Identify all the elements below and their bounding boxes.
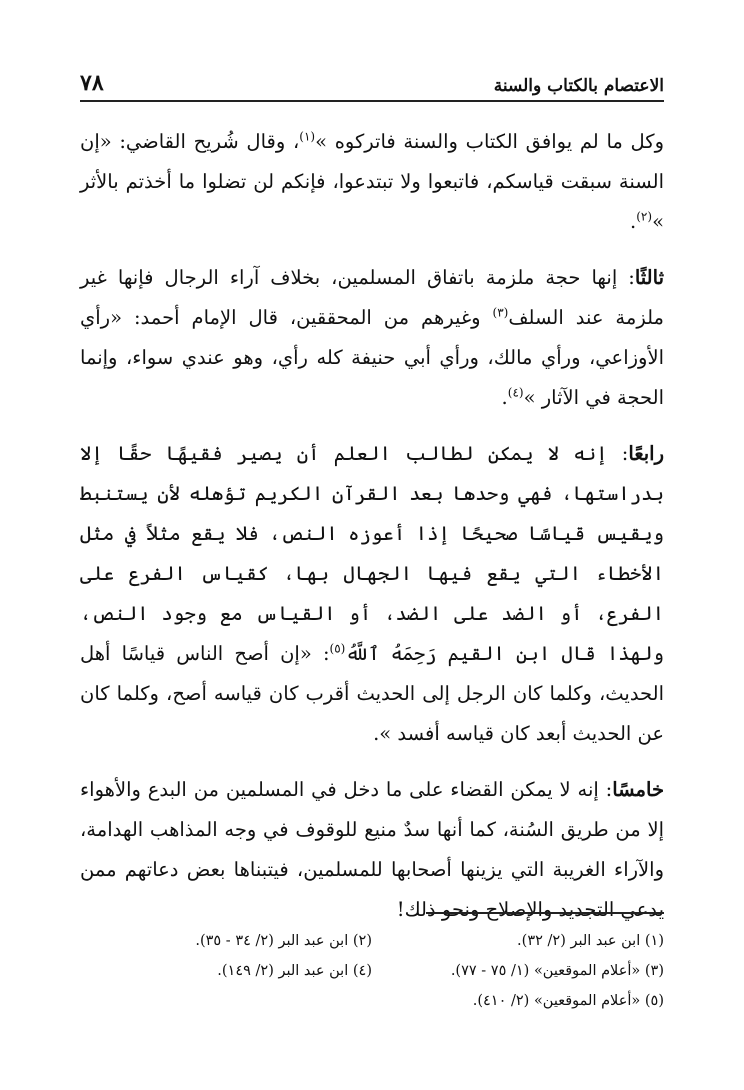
paragraph-text: : إنها حجة ملزمة باتفاق المسلمين، بخلاف آراء الرجال فإنها غير ملزمة عند السلف xyxy=(80,266,664,329)
body-text xyxy=(80,122,664,946)
footnote-reference: (٢) xyxy=(636,209,653,224)
paragraph xyxy=(80,770,664,930)
paragraph-text: . xyxy=(501,386,508,409)
footnote: (١) ابن عبد البر (٢/ ٣٢). xyxy=(517,933,664,949)
page-number: ٧٨ xyxy=(80,70,104,96)
running-title: الاعتصام بالكتاب والسنة xyxy=(493,76,664,96)
paragraph xyxy=(80,258,664,418)
footnote: (٥) «أعلام الموقعين» (٢/ ٤١٠). xyxy=(472,993,664,1009)
paragraph-text: وغيرهم من المحققين، قال الإمام أحمد: «رأي الأوزاعي، ورأي مالك، ورأي أبي حنيفة كله رأي، وهو عندي سواء، وإنما الحجة في الآثار » xyxy=(80,306,664,409)
paragraph-lead: ثالثًا xyxy=(634,266,664,289)
footnote-divider xyxy=(426,912,664,914)
paragraph-text: . xyxy=(630,210,637,233)
footnote-reference: (٥) xyxy=(329,641,346,656)
paragraph-text: : إنه لا يمكن لطالب العلم أن يصير فقيهًا حقًا إلا بدراستها، فهي وحدها بعد القرآن الكريم تؤهله لأن يستنبط ويقيس قياسًا صحيحًا إذا أعوزه النص، فلا يقع مثلاً في مثل الأخطاء التي يقع فيها الجهال بها، كقياس الفرع على الفرع، أو الضد على الضد، أو القياس مع وجود النص، ولهذا قال ابن القيم رَحِمَهُ ٱللَّهُ xyxy=(80,442,664,665)
paragraph-text: : «إن أصح الناس قياسًا أهل الحديث، وكلما كان الرجل إلى الحديث أقرب كان قياسه أصح، وكلما كان عن الحديث أبعد كان قياسه أفسد ». xyxy=(80,642,664,745)
paragraph-text: وكل ما لم يوافق الكتاب والسنة فاتركوه » xyxy=(315,130,664,153)
footnote-row xyxy=(80,926,664,956)
paragraph-text: : إنه لا يمكن القضاء على ما دخل في المسلمين من البدع والأهواء إلا من طريق السُنة، كما أنها سدٌ منيع للوقوف في وجه المذاهب الهدامة، والآراء الغريبة التي يزينها أصحابها للمسلمين، فيتبناها بعض دعاتهم ممن يدعي التجديد والإصلاح ونحو ذلك! xyxy=(80,778,664,921)
footnote: (٣) «أعلام الموقعين» (١/ ٧٥ - ٧٧). xyxy=(450,963,664,979)
paragraph-lead: خامسًا xyxy=(612,778,664,801)
footnote-row xyxy=(80,986,664,1016)
header-divider xyxy=(80,100,664,102)
footnote xyxy=(80,986,372,1016)
paragraph-lead: رابعًا xyxy=(628,442,664,465)
paragraph-text: ، وقال شُريح القاضي: «إن السنة سبقت قياسكم، فاتبعوا ولا تبتدعوا، فإنكم لن تضلوا ما أخذتم بالأثر » xyxy=(80,130,664,233)
footnote-row xyxy=(80,956,664,986)
paragraph xyxy=(80,434,664,754)
footnote: (٤) ابن عبد البر (٢/ ١٤٩). xyxy=(217,963,372,979)
footnote-reference: (١) xyxy=(299,129,316,144)
paragraph xyxy=(80,122,664,242)
footnotes xyxy=(80,926,664,1016)
page-header xyxy=(80,62,664,96)
footnote: (٢) ابن عبد البر (٢/ ٣٤ - ٣٥). xyxy=(195,933,372,949)
footnote-reference: (٤) xyxy=(507,385,524,400)
footnote-reference: (٣) xyxy=(492,305,509,320)
